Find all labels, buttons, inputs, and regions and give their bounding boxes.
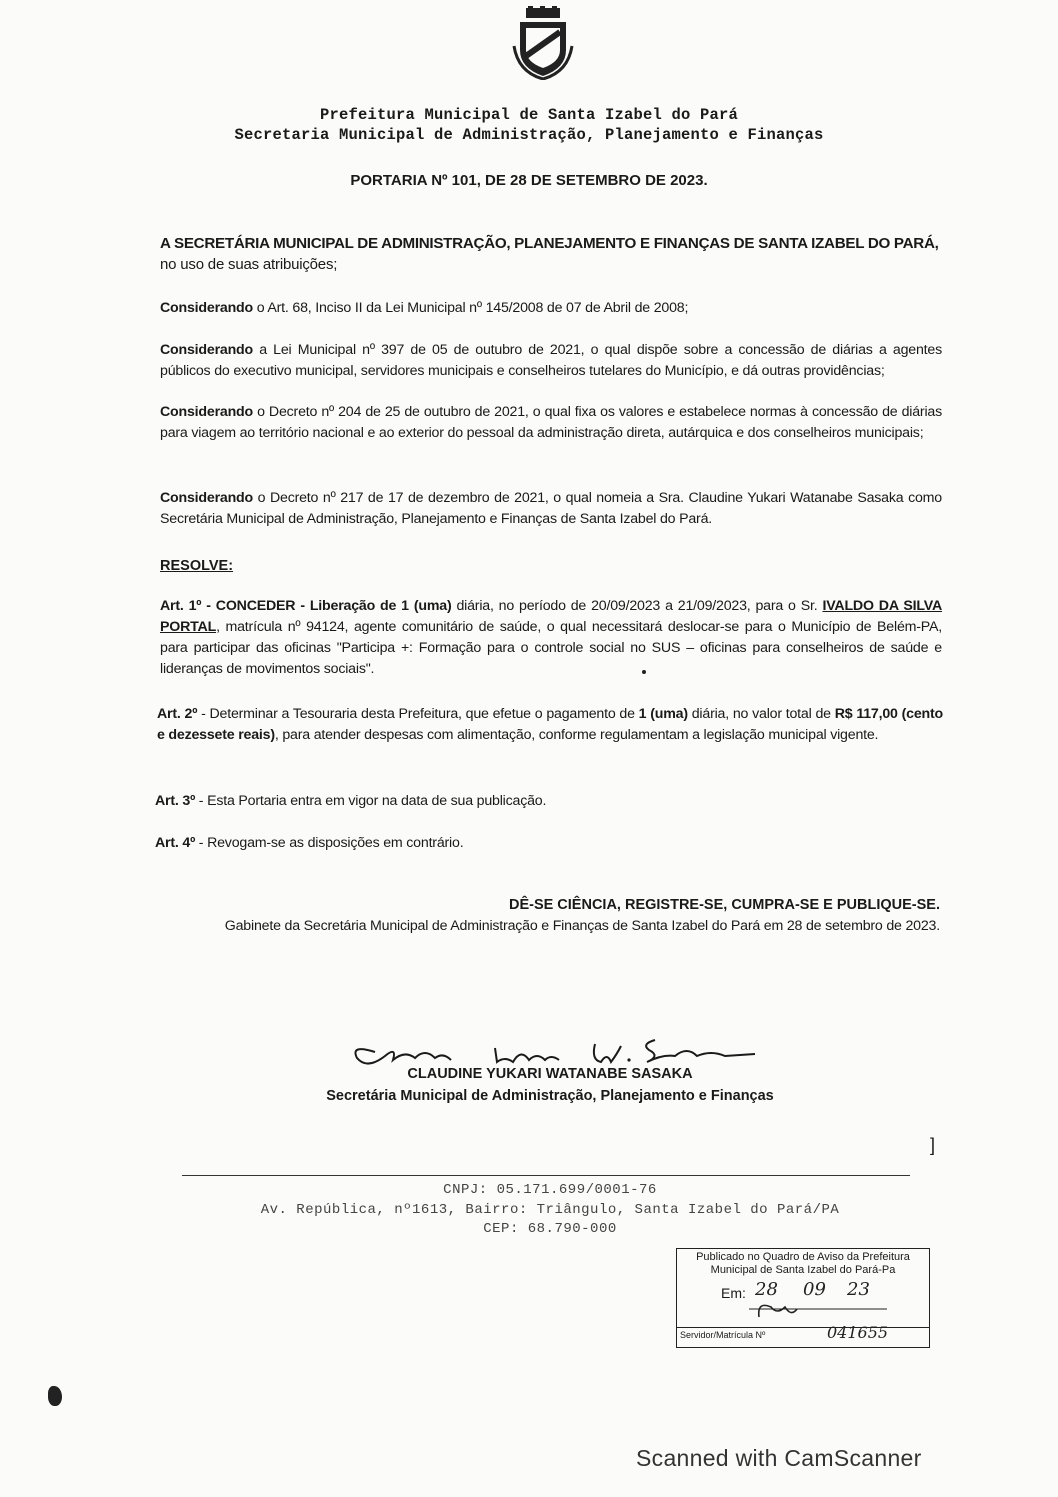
considerando-lead: Considerando <box>160 342 253 358</box>
authority-paragraph <box>160 233 942 275</box>
signatory-role: Secretária Municipal de Administração, Planejamento e Finanças <box>326 1088 774 1104</box>
closing-formula: DÊ-SE CIÊNCIA, REGISTRE-SE, CUMPRA-SE E PUBLIQUE-SE. <box>508 897 940 913</box>
stamp-line-2: Municipal de Santa Izabel do Pará-Pa <box>710 1264 896 1276</box>
article-3-lead: Art. 3º <box>155 793 196 809</box>
considerando-2 <box>160 340 942 382</box>
stamp-matricula: 041655 <box>827 1323 889 1342</box>
footer-divider <box>182 1175 910 1176</box>
considerando-text: a Lei Municipal nº 397 de 05 de outubro de 2021, o qual dispõe sobre a concessão de diárias a agentes públicos do executivo municipal, servidores municipais e conselheiros tutelares do Município, e dá outras providências; <box>160 342 942 379</box>
considerando-text: o Decreto nº 204 de 25 de outubro de 2021, o qual fixa os valores e estabelece normas à concessão de diárias para viagem ao território nacional e ao exterior do pessoal da administração direta, autárquica e dos conselheiros municipais; <box>160 404 942 441</box>
camscanner-watermark: Scanned with CamScanner <box>636 1445 922 1471</box>
publication-stamp <box>676 1248 930 1348</box>
article-4 <box>155 833 937 854</box>
article-1-lead: Art. 1º - CONCEDER - Liberação de 1 (uma) <box>160 598 452 614</box>
article-3 <box>155 791 937 812</box>
header-prefeitura: Prefeitura Municipal de Santa Izabel do Pará <box>319 106 739 124</box>
considerando-4 <box>160 488 942 530</box>
article-1-text1: diária, no período de 20/09/2023 a 21/09/2023, para o Sr. <box>451 598 823 614</box>
resolve-heading: RESOLVE: <box>160 558 234 574</box>
stamp-initials-scribble <box>747 1297 897 1323</box>
authority-bold: A SECRETÁRIA MUNICIPAL DE ADMINISTRAÇÃO, PLANEJAMENTO E FINANÇAS DE SANTA IZABEL DO PARÁ, <box>160 235 939 252</box>
considerando-lead: Considerando <box>160 490 253 506</box>
article-4-text: - Revogam-se as disposições em contrário. <box>195 835 464 851</box>
beneficiary-name: IVALDO DA SILVA PORTAL <box>160 598 943 635</box>
considerando-1 <box>160 298 942 319</box>
article-2-text2: diária, no valor total de <box>687 706 835 722</box>
article-2 <box>157 704 943 746</box>
article-4-lead: Art. 4º <box>155 835 196 851</box>
stamp-em-label: Em: <box>721 1285 746 1301</box>
authority-rest: no uso de suas atribuições; <box>160 256 338 273</box>
stamp-servidor-label: Servidor/Matrícula Nº <box>680 1330 766 1340</box>
article-1-text2: , matrícula nº 94124, agente comunitário de saúde, o qual necessitará deslocar-se para o Município de Belém-PA, para participar das oficinas "Participa +: Formação para o controle social no SUS – oficinas para conselheiros de saúde e lideranças de movimentos sociais". <box>160 619 942 677</box>
scan-speck <box>642 670 646 674</box>
considerando-text: o Art. 68, Inciso II da Lei Municipal nº 145/2008 de 07 de Abril de 2008; <box>252 300 689 316</box>
footer-cep: CEP: 68.790-000 <box>483 1221 617 1237</box>
article-2-text3: , para atender despesas com alimentação, conforme regulamentam a legislação municipal vigente. <box>274 727 879 743</box>
portaria-title: PORTARIA Nº 101, DE 28 DE SETEMBRO DE 2023. <box>350 172 708 189</box>
stamp-year: 23 <box>847 1279 870 1300</box>
scan-mark <box>48 1386 62 1406</box>
bracket-mark: ] <box>930 1135 936 1155</box>
considerando-lead: Considerando <box>160 404 253 420</box>
stamp-month: 09 <box>803 1279 826 1300</box>
article-2-qty: 1 (uma) <box>638 706 688 722</box>
article-1 <box>160 596 942 680</box>
footer-cnpj: CNPJ: 05.171.699/0001-76 <box>443 1182 657 1198</box>
footer-address: Av. República, nº1613, Bairro: Triângulo, Santa Izabel do Pará/PA <box>260 1202 840 1218</box>
header-secretaria: Secretaria Municipal de Administração, Planejamento e Finanças <box>234 126 824 144</box>
stamp-day: 28 <box>755 1279 778 1300</box>
gabinete-line: Gabinete da Secretária Municipal de Administração e Finanças de Santa Izabel do Pará em 28 de setembro de 2023. <box>224 918 940 934</box>
article-2-value: R$ 117,00 (cento e dezessete reais) <box>157 706 943 743</box>
stamp-line-1: Publicado no Quadro de Aviso da Prefeitura <box>696 1251 910 1263</box>
considerando-lead: Considerando <box>160 300 253 316</box>
article-2-text1: - Determinar a Tesouraria desta Prefeitura, que efetue o pagamento de <box>197 706 639 722</box>
considerando-3 <box>160 402 942 444</box>
article-3-text: - Esta Portaria entra em vigor na data de sua publicação. <box>195 793 547 809</box>
signatory-name: CLAUDINE YUKARI WATANABE SASAKA <box>407 1066 693 1082</box>
stamp-divider <box>677 1327 929 1328</box>
considerando-text: o Decreto nº 217 de 17 de dezembro de 2021, o qual nomeia a Sra. Claudine Yukari Watanabe Sasaka como Secretária Municipal de Administração, Planejamento e Finanças de Santa Izabel do Pará. <box>160 490 942 527</box>
article-2-lead: Art. 2º <box>157 706 198 722</box>
municipal-crest-icon <box>512 6 574 80</box>
